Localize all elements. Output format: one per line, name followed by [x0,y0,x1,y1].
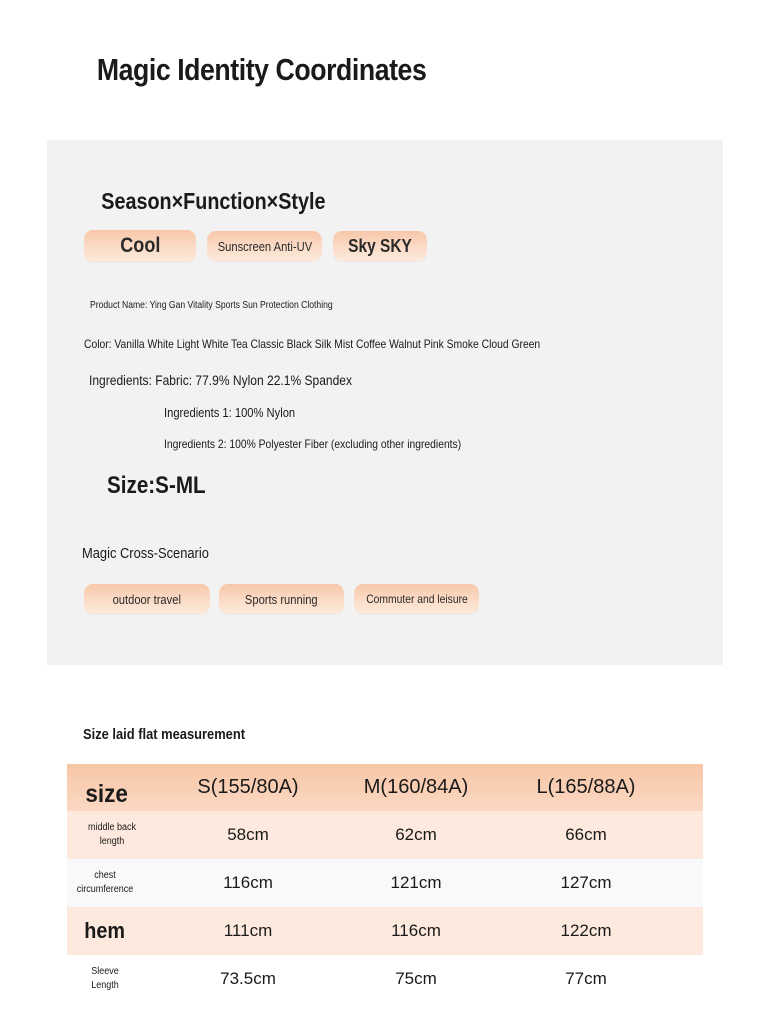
header-m: M(160/84A) [363,776,469,798]
table-cell: 58cm [227,825,269,844]
table-cell: 121cm [390,873,442,892]
header-l: L(165/88A) [536,776,636,798]
row-label: Sleeve Length [91,965,119,991]
row-label: chest circumference [76,870,134,895]
measurement-heading: Size laid flat measurement [83,726,246,743]
header-s: S(155/80A) [197,776,299,798]
table-cell: 122cm [560,921,612,940]
product-ingredients-2: Ingredients 2: 100% Polyester Fiber (excluding other ingredients) [164,437,462,451]
product-ingredients: Ingredients: Fabric: 77.9% Nylon 22.1% Spandex [89,372,353,388]
table-header-row [67,764,703,811]
table-cell: 66cm [565,825,607,844]
product-ingredients-1: Ingredients 1: 100% Nylon [164,405,296,420]
product-name: Product Name: Ying Gan Vitality Sports Sun Protection Clothing [90,300,333,311]
scenario-commuter-leisure: Commuter and leisure [354,584,479,614]
product-colors: Color: Vanilla White Light White Tea Classic Black Silk Mist Coffee Walnut Pink Smoke Cloud Green [84,337,541,351]
row-label: middle back length [87,822,137,847]
table-cell: 75cm [395,968,437,988]
row-label: hem [84,918,126,943]
table-cell: 127cm [560,873,612,892]
tag-cool: Cool [84,230,196,262]
header-size: size [85,780,129,808]
table-cell: 73.5cm [220,968,276,988]
table-row [67,955,703,1002]
tag-sunscreen: Sunscreen Anti-UV [207,231,322,261]
table-cell: 116cm [391,921,441,940]
page-title: Magic Identity Coordinates [96,52,427,87]
scenario-outdoor-travel: outdoor travel [84,584,210,614]
table-cell: 62cm [395,825,437,844]
table-cell: 116cm [223,873,273,892]
scenario-heading: Magic Cross-Scenario [82,545,209,562]
table-row [67,859,703,907]
table-row [67,907,703,955]
table-cell: 77cm [565,968,607,988]
tag-sky: Sky SKY [333,231,427,261]
table-row [67,811,703,859]
attributes-heading: Season×Function×Style [101,188,326,214]
product-size-range: Size:S-ML [107,472,206,499]
scenario-sports-running: Sports running [219,584,344,614]
size-table [67,764,703,1002]
table-cell: 111cm [223,921,273,940]
